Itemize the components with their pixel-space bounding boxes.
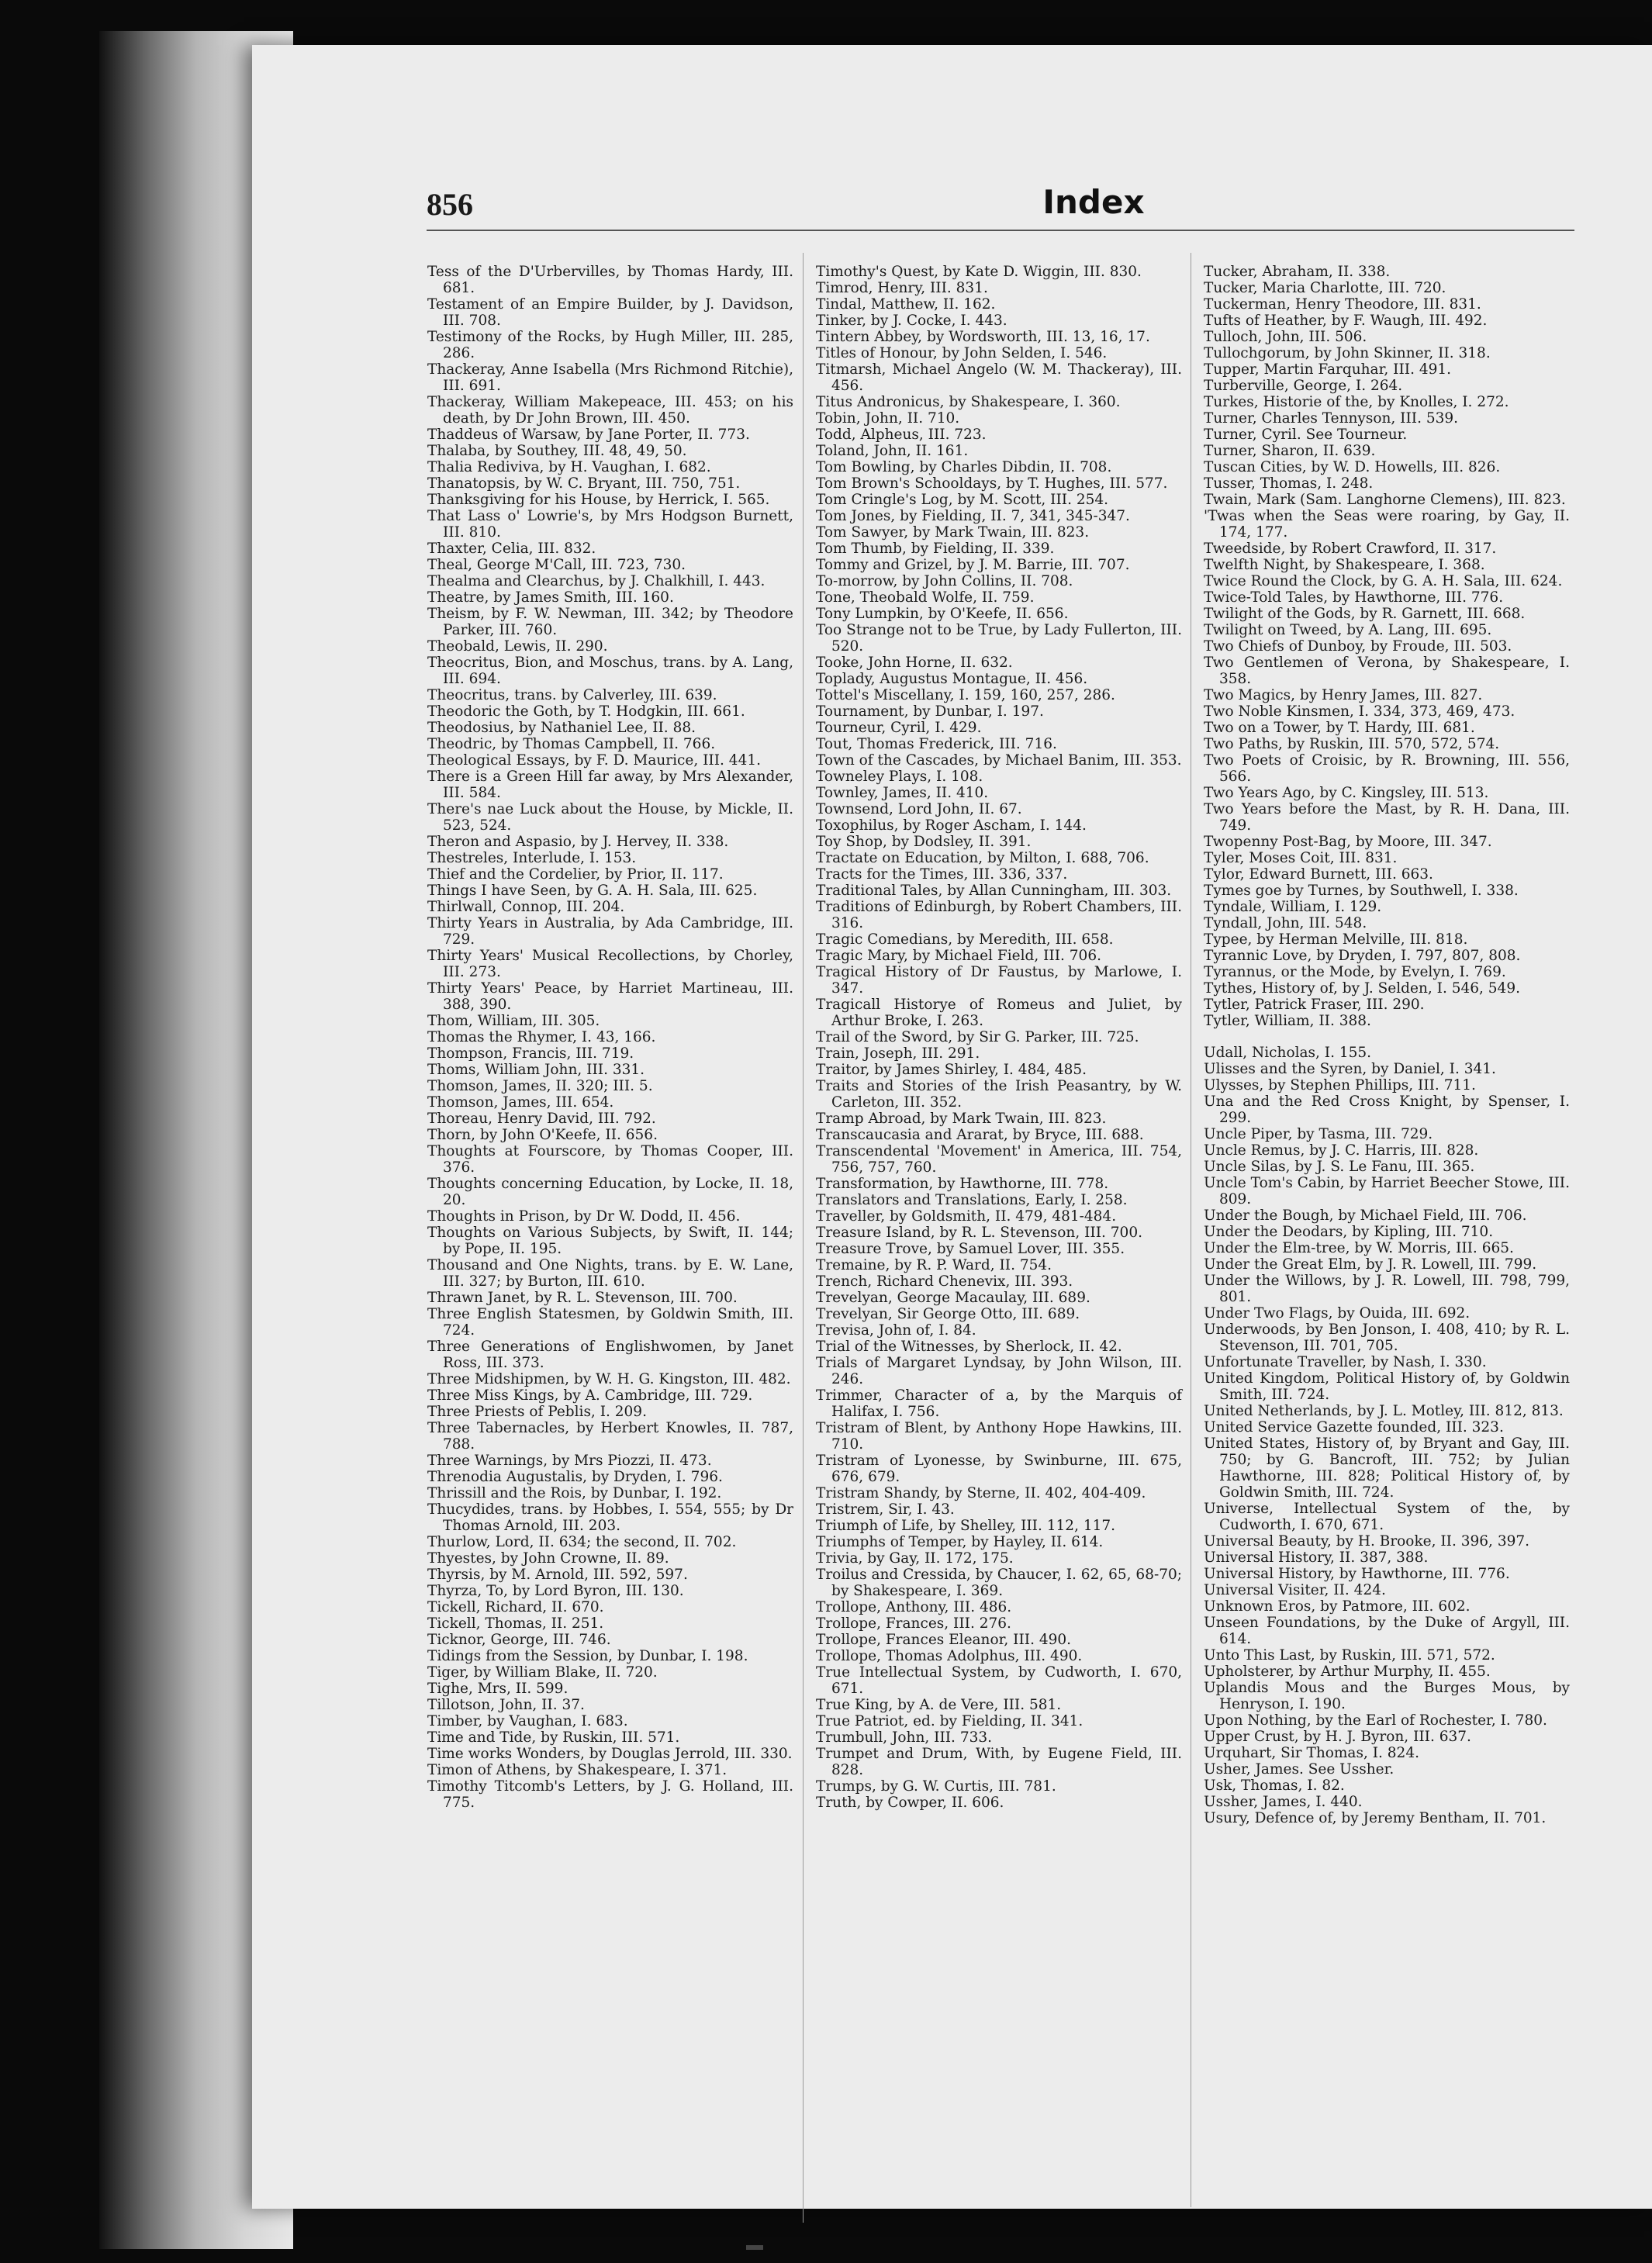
- index-entry: Thoughts concerning Education, by Locke, II. 18, 20.: [427, 1176, 793, 1208]
- index-entry: Theocritus, trans. by Calverley, III. 639.: [427, 687, 717, 703]
- index-entry: Tickell, Thomas, II. 251.: [427, 1615, 604, 1632]
- index-entry: Tommy and Grizel, by J. M. Barrie, III. 707.: [816, 557, 1130, 573]
- index-entry: Trial of the Witnesses, by Sherlock, II. 42.: [816, 1339, 1122, 1355]
- index-entry: True King, by A. de Vere, III. 581.: [816, 1697, 1062, 1713]
- index-entry: Under the Willows, by J. R. Lowell, III. 798, 799, 801.: [1204, 1273, 1570, 1305]
- index-entry: Tinker, by J. Cocke, I. 443.: [816, 313, 1007, 329]
- index-entry: Tymes goe by Turnes, by Southwell, I. 338.: [1204, 883, 1519, 899]
- index-entry: Tom Jones, by Fielding, II. 7, 341, 345-347.: [816, 508, 1130, 524]
- index-entry: Under the Bough, by Michael Field, III. 706.: [1204, 1208, 1527, 1224]
- index-entry: Tone, Theobald Wolfe, II. 759.: [816, 589, 1035, 606]
- index-entry: Tom Thumb, by Fielding, II. 339.: [816, 541, 1055, 557]
- index-entry: Trumpet and Drum, With, by Eugene Field, III. 828.: [816, 1746, 1182, 1778]
- index-entry: Trevelyan, Sir George Otto, III. 689.: [816, 1306, 1080, 1322]
- index-entry: Three Midshipmen, by W. H. G. Kingston, III. 482.: [427, 1371, 791, 1387]
- index-entry: Timrod, Henry, III. 831.: [816, 280, 988, 296]
- index-column-3: [1204, 264, 1570, 1826]
- index-entry: To-morrow, by John Collins, II. 708.: [816, 573, 1073, 589]
- index-entry: Two Gentlemen of Verona, by Shakespeare, I. 358.: [1204, 655, 1570, 687]
- index-entry: Turner, Charles Tennyson, III. 539.: [1204, 410, 1459, 427]
- index-entry: Theism, by F. W. Newman, III. 342; by Theodore Parker, III. 760.: [427, 606, 793, 638]
- index-entry: Upon Nothing, by the Earl of Rochester, I. 780.: [1204, 1712, 1547, 1729]
- index-entry: Theal, George M'Call, III. 723, 730.: [427, 557, 686, 573]
- index-entry: Trollope, Frances, III. 276.: [816, 1615, 1011, 1632]
- index-entry: Tournament, by Dunbar, I. 197.: [816, 703, 1044, 720]
- index-entry: Universal Visiter, II. 424.: [1204, 1582, 1386, 1598]
- index-entry: Two Magics, by Henry James, III. 827.: [1204, 687, 1483, 703]
- index-entry: Tidings from the Session, by Dunbar, I. 198.: [427, 1648, 748, 1664]
- index-entry: Transformation, by Hawthorne, III. 778.: [816, 1176, 1109, 1192]
- index-entry: Turner, Cyril. See Tourneur.: [1204, 427, 1408, 443]
- index-entry: Trumps, by G. W. Curtis, III. 781.: [816, 1778, 1056, 1795]
- index-entry: Tullochgorum, by John Skinner, II. 318.: [1204, 345, 1491, 361]
- index-entry: Under the Elm-tree, by W. Morris, III. 665.: [1204, 1240, 1514, 1256]
- index-entry: Thomas the Rhymer, I. 43, 166.: [427, 1029, 656, 1045]
- index-entry: Tracts for the Times, III. 336, 337.: [816, 866, 1068, 883]
- index-entry: Thyestes, by John Crowne, II. 89.: [427, 1550, 669, 1567]
- index-entry: Twelfth Night, by Shakespeare, I. 368.: [1204, 557, 1485, 573]
- scan-mark: [746, 2245, 763, 2250]
- index-entry: Traveller, by Goldsmith, II. 479, 481-484.: [816, 1208, 1117, 1225]
- index-entry: Unto This Last, by Ruskin, III. 571, 572.: [1204, 1647, 1495, 1664]
- index-entry: Tess of the D'Urbervilles, by Thomas Hardy, III. 681.: [427, 264, 793, 296]
- index-entry: Thomson, James, II. 320; III. 5.: [427, 1078, 653, 1094]
- index-entry: Two Years before the Mast, by R. H. Dana, III. 749.: [1204, 801, 1570, 834]
- index-entry: Triumph of Life, by Shelley, III. 112, 117.: [816, 1518, 1116, 1534]
- index-entry: Tractate on Education, by Milton, I. 688, 706.: [816, 850, 1149, 866]
- index-entry: Townley, James, II. 410.: [816, 785, 989, 801]
- index-entry: Time works Wonders, by Douglas Jerrold, III. 330.: [427, 1746, 793, 1762]
- index-entry: Trials of Margaret Lyndsay, by John Wilson, III. 246.: [816, 1355, 1182, 1387]
- index-entry: Trevelyan, George Macaulay, III. 689.: [816, 1290, 1090, 1306]
- index-entry: Thoms, William John, III. 331.: [427, 1062, 645, 1078]
- index-entry: Two Years Ago, by C. Kingsley, III. 513.: [1204, 785, 1489, 801]
- index-entry: Transcendental 'Movement' in America, III. 754, 756, 757, 760.: [816, 1143, 1182, 1176]
- index-entry: Under the Great Elm, by J. R. Lowell, III. 799.: [1204, 1256, 1537, 1273]
- index-entry: Theron and Aspasio, by J. Hervey, II. 338.: [427, 834, 729, 850]
- index-entry: Tom Cringle's Log, by M. Scott, III. 254.: [816, 492, 1109, 508]
- index-entry: Thompson, Francis, III. 719.: [427, 1045, 634, 1062]
- index-entry: Thief and the Cordelier, by Prior, II. 117.: [427, 866, 724, 883]
- index-entry: Tickell, Richard, II. 670.: [427, 1599, 604, 1615]
- index-entry: Tythes, History of, by J. Selden, I. 546, 549.: [1204, 980, 1520, 997]
- index-entry: Too Strange not to be True, by Lady Fullerton, III. 520.: [816, 622, 1182, 655]
- index-entry: Thalia Rediviva, by H. Vaughan, I. 682.: [427, 459, 711, 475]
- index-entry: Universal History, by Hawthorne, III. 776.: [1204, 1566, 1510, 1582]
- index-entry: Thealma and Clearchus, by J. Chalkhill, I. 443.: [427, 573, 766, 589]
- index-entry: Trevisa, John of, I. 84.: [816, 1322, 976, 1339]
- index-entry: Tottel's Miscellany, I. 159, 160, 257, 286.: [816, 687, 1115, 703]
- index-entry: Two Chiefs of Dunboy, by Froude, III. 503.: [1204, 638, 1512, 655]
- index-entry: Twopenny Post-Bag, by Moore, III. 347.: [1204, 834, 1492, 850]
- index-entry: 'Twas when the Seas were roaring, by Gay, II. 174, 177.: [1204, 508, 1570, 541]
- index-entry: Thyrsis, by M. Arnold, III. 592, 597.: [427, 1567, 688, 1583]
- index-entry: Tyndall, John, III. 548.: [1204, 915, 1367, 931]
- index-entry: Theodric, by Thomas Campbell, II. 766.: [427, 736, 716, 752]
- book-page: [252, 45, 1652, 2209]
- index-entry: Thoughts on Various Subjects, by Swift, II. 144; by Pope, II. 195.: [427, 1225, 793, 1257]
- index-entry: Tighe, Mrs, II. 599.: [427, 1681, 569, 1697]
- index-entry: True Patriot, ed. by Fielding, II. 341.: [816, 1713, 1083, 1729]
- index-entry: Tuscan Cities, by W. D. Howells, III. 826.: [1204, 459, 1501, 475]
- index-entry: Tyler, Moses Coit, III. 831.: [1204, 850, 1398, 866]
- index-entry: Titus Andronicus, by Shakespeare, I. 360.: [816, 394, 1121, 410]
- index-entry: Tragic Comedians, by Meredith, III. 658.: [816, 931, 1114, 948]
- index-entry: Tristram of Blent, by Anthony Hope Hawkins, III. 710.: [816, 1420, 1182, 1453]
- index-entry: Three English Statesmen, by Goldwin Smith, III. 724.: [427, 1306, 793, 1339]
- index-entry: Upholsterer, by Arthur Murphy, II. 455.: [1204, 1664, 1491, 1680]
- index-entry: Towneley Plays, I. 108.: [816, 769, 983, 785]
- index-entry: Unseen Foundations, by the Duke of Argyll, III. 614.: [1204, 1615, 1570, 1647]
- index-entry: Tramp Abroad, by Mark Twain, III. 823.: [816, 1111, 1107, 1127]
- index-entry: Truth, by Cowper, II. 606.: [816, 1795, 1004, 1811]
- index-entry: Turberville, George, I. 264.: [1204, 378, 1403, 394]
- index-entry: United Service Gazette founded, III. 323.: [1204, 1419, 1504, 1436]
- index-entry: Universal Beauty, by H. Brooke, II. 396, 397.: [1204, 1533, 1530, 1550]
- column-divider: [803, 253, 804, 2223]
- index-entry: Tom Bowling, by Charles Dibdin, II. 708.: [816, 459, 1112, 475]
- index-entry: Toland, John, II. 161.: [816, 443, 969, 459]
- index-entry: Unfortunate Traveller, by Nash, I. 330.: [1204, 1354, 1487, 1370]
- index-entry: Tyrannus, or the Mode, by Evelyn, I. 769.: [1204, 964, 1506, 980]
- index-entry: Tyndale, William, I. 129.: [1204, 899, 1382, 915]
- index-entry: Tucker, Maria Charlotte, III. 720.: [1204, 280, 1446, 296]
- index-entry: Under Two Flags, by Ouida, III. 692.: [1204, 1305, 1471, 1322]
- index-entry: Things I have Seen, by G. A. H. Sala, III. 625.: [427, 883, 758, 899]
- index-entry: Twice-Told Tales, by Hawthorne, III. 776.: [1204, 589, 1504, 606]
- index-entry: Testament of an Empire Builder, by J. Davidson, III. 708.: [427, 296, 793, 329]
- index-entry: Three Miss Kings, by A. Cambridge, III. 729.: [427, 1387, 753, 1404]
- index-entry: Thrissill and the Rois, by Dunbar, I. 192.: [427, 1485, 722, 1501]
- index-entry: Timothy's Quest, by Kate D. Wiggin, III. 830.: [816, 264, 1142, 280]
- index-entry: Tristram of Lyonesse, by Swinburne, III. 675, 676, 679.: [816, 1453, 1182, 1485]
- index-entry: Titles of Honour, by John Selden, I. 546.: [816, 345, 1108, 361]
- index-entry: Tristram Shandy, by Sterne, II. 402, 404-409.: [816, 1485, 1146, 1501]
- index-entry: Two Paths, by Ruskin, III. 570, 572, 574.: [1204, 736, 1500, 752]
- index-entry: Urquhart, Sir Thomas, I. 824.: [1204, 1745, 1419, 1761]
- index-entry: Tulloch, John, III. 506.: [1204, 329, 1367, 345]
- index-entry: Thousand and One Nights, trans. by E. W. Lane, III. 327; by Burton, III. 610.: [427, 1257, 793, 1290]
- index-entry: Tristrem, Sir, I. 43.: [816, 1501, 955, 1518]
- index-entry: Trimmer, Character of a, by the Marquis of Halifax, I. 756.: [816, 1387, 1182, 1420]
- index-entry: Treasure Island, by R. L. Stevenson, III. 700.: [816, 1225, 1142, 1241]
- index-entry: Traditional Tales, by Allan Cunningham, III. 303.: [816, 883, 1172, 899]
- index-entry: Train, Joseph, III. 291.: [816, 1045, 980, 1062]
- index-entry: Thom, William, III. 305.: [427, 1013, 600, 1029]
- index-entry: Thackeray, Anne Isabella (Mrs Richmond Ritchie), III. 691.: [427, 361, 793, 394]
- index-entry: Transcaucasia and Ararat, by Bryce, III. 688.: [816, 1127, 1144, 1143]
- index-entry: Tyrannic Love, by Dryden, I. 797, 807, 808.: [1204, 948, 1521, 964]
- index-column-1: [427, 264, 793, 1811]
- index-entry: There is a Green Hill far away, by Mrs Alexander, III. 584.: [427, 769, 793, 801]
- index-entry: Twilight on Tweed, by A. Lang, III. 695.: [1204, 622, 1492, 638]
- index-entry: True Intellectual System, by Cudworth, I. 670, 671.: [816, 1664, 1182, 1697]
- index-entry: Toy Shop, by Dodsley, II. 391.: [816, 834, 1032, 850]
- index-column-2: [816, 264, 1182, 1811]
- index-entry: Tom Brown's Schooldays, by T. Hughes, III. 577.: [816, 475, 1168, 492]
- index-entry: Three Priests of Peblis, I. 209.: [427, 1404, 647, 1420]
- index-entry: Thoughts in Prison, by Dr W. Dodd, II. 456.: [427, 1208, 741, 1225]
- index-entry: Tindal, Matthew, II. 162.: [816, 296, 996, 313]
- index-entry: Traditions of Edinburgh, by Robert Chambers, III. 316.: [816, 899, 1182, 931]
- index-entry: Thirty Years' Musical Recollections, by Chorley, III. 273.: [427, 948, 793, 980]
- index-entry: Thurlow, Lord, II. 634; the second, II. 702.: [427, 1534, 737, 1550]
- index-entry: Underwoods, by Ben Jonson, I. 408, 410; by R. L. Stevenson, III. 701, 705.: [1204, 1322, 1570, 1354]
- index-entry: Typee, by Herman Melville, III. 818.: [1204, 931, 1468, 948]
- index-entry: Usury, Defence of, by Jeremy Bentham, II. 701.: [1204, 1810, 1547, 1826]
- page-heading: Index: [1042, 183, 1145, 221]
- index-entry: Twice Round the Clock, by G. A. H. Sala, III. 624.: [1204, 573, 1563, 589]
- index-entry: Triumphs of Temper, by Hayley, II. 614.: [816, 1534, 1104, 1550]
- index-entry: United Netherlands, by J. L. Motley, III. 812, 813.: [1204, 1403, 1564, 1419]
- index-entry: Turkes, Historie of the, by Knolles, I. 272.: [1204, 394, 1509, 410]
- index-entry: Thackeray, William Makepeace, III. 453; on his death, by Dr John Brown, III. 450.: [427, 394, 793, 427]
- index-entry: Tourneur, Cyril, I. 429.: [816, 720, 982, 736]
- index-entry: Thoughts at Fourscore, by Thomas Cooper, III. 376.: [427, 1143, 793, 1176]
- index-entry: Trollope, Thomas Adolphus, III. 490.: [816, 1648, 1083, 1664]
- index-entry: Twilight of the Gods, by R. Garnett, III. 668.: [1204, 606, 1526, 622]
- index-entry: Traits and Stories of the Irish Peasantry, by W. Carleton, III. 352.: [816, 1078, 1182, 1111]
- index-entry: Uncle Tom's Cabin, by Harriet Beecher Stowe, III. 809.: [1204, 1175, 1570, 1208]
- index-entry: Tylor, Edward Burnett, III. 663.: [1204, 866, 1433, 883]
- index-entry: Timber, by Vaughan, I. 683.: [427, 1713, 628, 1729]
- index-entry: Tufts of Heather, by F. Waugh, III. 492.: [1204, 313, 1488, 329]
- index-entry: Upper Crust, by H. J. Byron, III. 637.: [1204, 1729, 1471, 1745]
- index-entry: Trail of the Sword, by Sir G. Parker, III. 725.: [816, 1029, 1139, 1045]
- index-entry: Theodosius, by Nathaniel Lee, II. 88.: [427, 720, 696, 736]
- index-entry: Universal History, II. 387, 388.: [1204, 1550, 1429, 1566]
- index-entry: Thestreles, Interlude, I. 153.: [427, 850, 637, 866]
- index-entry: Tragic Mary, by Michael Field, III. 706.: [816, 948, 1101, 964]
- index-entry: Uncle Silas, by J. S. Le Fanu, III. 365.: [1204, 1159, 1475, 1175]
- index-entry: Thirty Years in Australia, by Ada Cambridge, III. 729.: [427, 915, 793, 948]
- index-entry: Tuckerman, Henry Theodore, III. 831.: [1204, 296, 1481, 313]
- index-entry: Trumbull, John, III. 733.: [816, 1729, 993, 1746]
- index-entry: Tooke, John Horne, II. 632.: [816, 655, 1013, 671]
- index-entry: Tiger, by William Blake, II. 720.: [427, 1664, 658, 1681]
- index-entry: Tytler, William, II. 388.: [1204, 1013, 1371, 1029]
- index-entry: Time and Tide, by Ruskin, III. 571.: [427, 1729, 680, 1746]
- index-entry: Tupper, Martin Farquhar, III. 491.: [1204, 361, 1452, 378]
- index-entry: Twain, Mark (Sam. Langhorne Clemens), III. 823.: [1204, 492, 1566, 508]
- index-entry: Tucker, Abraham, II. 338.: [1204, 264, 1391, 280]
- index-entry: Two Noble Kinsmen, I. 334, 373, 469, 473.: [1204, 703, 1515, 720]
- index-entry: That Lass o' Lowrie's, by Mrs Hodgson Burnett, III. 810.: [427, 508, 793, 541]
- index-entry: Trollope, Anthony, III. 486.: [816, 1599, 1012, 1615]
- index-entry: Thorn, by John O'Keefe, II. 656.: [427, 1127, 658, 1143]
- index-entry: Traitor, by James Shirley, I. 484, 485.: [816, 1062, 1087, 1078]
- index-entry: Timothy Titcomb's Letters, by J. G. Holland, III. 775.: [427, 1778, 793, 1811]
- index-entry: Townsend, Lord John, II. 67.: [816, 801, 1022, 817]
- index-entry: Timon of Athens, by Shakespeare, I. 371.: [427, 1762, 728, 1778]
- index-entry: Under the Deodars, by Kipling, III. 710.: [1204, 1224, 1494, 1240]
- index-entry: Thanksgiving for his House, by Herrick, I. 565.: [427, 492, 770, 508]
- index-entry: Troilus and Cressida, by Chaucer, I. 62, 65, 68-70; by Shakespeare, I. 369.: [816, 1567, 1182, 1599]
- index-entry: Tintern Abbey, by Wordsworth, III. 13, 16, 17.: [816, 329, 1150, 345]
- index-entry: Translators and Translations, Early, I. 258.: [816, 1192, 1128, 1208]
- index-entry: Tom Sawyer, by Mark Twain, III. 823.: [816, 524, 1090, 541]
- index-entry: Ulysses, by Stephen Phillips, III. 711.: [1204, 1077, 1476, 1093]
- index-entry: Una and the Red Cross Knight, by Spenser, I. 299.: [1204, 1093, 1570, 1126]
- index-entry: Three Tabernacles, by Herbert Knowles, II. 787, 788.: [427, 1420, 793, 1453]
- index-entry: Treasure Trove, by Samuel Lover, III. 355.: [816, 1241, 1125, 1257]
- index-entry: Theobald, Lewis, II. 290.: [427, 638, 608, 655]
- header-rule: [427, 230, 1574, 231]
- index-entry: Tytler, Patrick Fraser, III. 290.: [1204, 997, 1425, 1013]
- index-entry: Tony Lumpkin, by O'Keefe, II. 656.: [816, 606, 1069, 622]
- index-entry: Theatre, by James Smith, III. 160.: [427, 589, 674, 606]
- index-entry: Universe, Intellectual System of the, by Cudworth, I. 670, 671.: [1204, 1501, 1570, 1533]
- index-entry: Ussher, James, I. 440.: [1204, 1794, 1363, 1810]
- index-entry: Thrawn Janet, by R. L. Stevenson, III. 700.: [427, 1290, 738, 1306]
- index-entry: Turner, Sharon, II. 639.: [1204, 443, 1376, 459]
- index-entry: Town of the Cascades, by Michael Banim, III. 353.: [816, 752, 1182, 769]
- index-entry: Uplandis Mous and the Burges Mous, by Henryson, I. 190.: [1204, 1680, 1570, 1712]
- index-entry: Testimony of the Rocks, by Hugh Miller, III. 285, 286.: [427, 329, 793, 361]
- index-entry: Titmarsh, Michael Angelo (W. M. Thackeray), III. 456.: [816, 361, 1182, 394]
- index-entry: Trivia, by Gay, II. 172, 175.: [816, 1550, 1014, 1567]
- index-entry: Two on a Tower, by T. Hardy, III. 681.: [1204, 720, 1475, 736]
- index-entry: Three Generations of Englishwomen, by Janet Ross, III. 373.: [427, 1339, 793, 1371]
- index-entry: There's nae Luck about the House, by Mickle, II. 523, 524.: [427, 801, 793, 834]
- index-entry: Tragical History of Dr Faustus, by Marlowe, I. 347.: [816, 964, 1182, 997]
- index-entry: Two Poets of Croisic, by R. Browning, III. 556, 566.: [1204, 752, 1570, 785]
- index-entry: Trollope, Frances Eleanor, III. 490.: [816, 1632, 1072, 1648]
- index-entry: Tobin, John, II. 710.: [816, 410, 960, 427]
- index-entry: Threnodia Augustalis, by Dryden, I. 796.: [427, 1469, 723, 1485]
- index-entry: United States, History of, by Bryant and Gay, III. 750; by G. Bancroft, III. 752; by Julian Hawthorne, III. 828; Political History of, by Goldwin Smith, III. 724.: [1204, 1436, 1570, 1501]
- index-entry: Thucydides, trans. by Hobbes, I. 554, 555; by Dr Thomas Arnold, III. 203.: [427, 1501, 793, 1534]
- index-entry: Uncle Piper, by Tasma, III. 729.: [1204, 1126, 1433, 1142]
- index-entry: Tout, Thomas Frederick, III. 716.: [816, 736, 1057, 752]
- index-entry: Todd, Alpheus, III. 723.: [816, 427, 987, 443]
- index-entry: Thoreau, Henry David, III. 792.: [427, 1111, 656, 1127]
- page-number: 856: [427, 187, 473, 222]
- index-entry: Theocritus, Bion, and Moschus, trans. by A. Lang, III. 694.: [427, 655, 793, 687]
- index-entry: United Kingdom, Political History of, by Goldwin Smith, III. 724.: [1204, 1370, 1570, 1403]
- index-entry: Usher, James. See Ussher.: [1204, 1761, 1395, 1778]
- index-entry: Three Warnings, by Mrs Piozzi, II. 473.: [427, 1453, 712, 1469]
- index-entry: Tremaine, by R. P. Ward, II. 754.: [816, 1257, 1052, 1273]
- index-entry: Trench, Richard Chenevix, III. 393.: [816, 1273, 1073, 1290]
- index-entry: Tusser, Thomas, I. 248.: [1204, 475, 1374, 492]
- index-entry: Thaxter, Celia, III. 832.: [427, 541, 596, 557]
- index-entry: Ulisses and the Syren, by Daniel, I. 341.: [1204, 1061, 1496, 1077]
- index-entry: Thanatopsis, by W. C. Bryant, III. 750, 751.: [427, 475, 741, 492]
- index-entry: Theological Essays, by F. D. Maurice, III. 441.: [427, 752, 761, 769]
- index-entry: Udall, Nicholas, I. 155.: [1204, 1045, 1372, 1061]
- index-entry: Thomson, James, III. 654.: [427, 1094, 614, 1111]
- index-entry: Theodoric the Goth, by T. Hodgkin, III. 661.: [427, 703, 745, 720]
- index-entry: Tillotson, John, II. 37.: [427, 1697, 585, 1713]
- index-entry: Tragicall Historye of Romeus and Juliet, by Arthur Broke, I. 263.: [816, 997, 1182, 1029]
- index-entry: Toplady, Augustus Montague, II. 456.: [816, 671, 1088, 687]
- index-entry: Uncle Remus, by J. C. Harris, III. 828.: [1204, 1142, 1479, 1159]
- index-entry: Thyrza, To, by Lord Byron, III. 130.: [427, 1583, 684, 1599]
- index-entry: Tweedside, by Robert Crawford, II. 317.: [1204, 541, 1497, 557]
- index-entry: Thalaba, by Southey, III. 48, 49, 50.: [427, 443, 687, 459]
- index-entry: Usk, Thomas, I. 82.: [1204, 1778, 1345, 1794]
- index-entry: Ticknor, George, III. 746.: [427, 1632, 611, 1648]
- index-entry: Thirty Years' Peace, by Harriet Martineau, III. 388, 390.: [427, 980, 793, 1013]
- index-entry: Thirlwall, Connop, III. 204.: [427, 899, 625, 915]
- index-entry: Unknown Eros, by Patmore, III. 602.: [1204, 1598, 1471, 1615]
- index-entry: Thaddeus of Warsaw, by Jane Porter, II. 773.: [427, 427, 750, 443]
- index-entry: Toxophilus, by Roger Ascham, I. 144.: [816, 817, 1087, 834]
